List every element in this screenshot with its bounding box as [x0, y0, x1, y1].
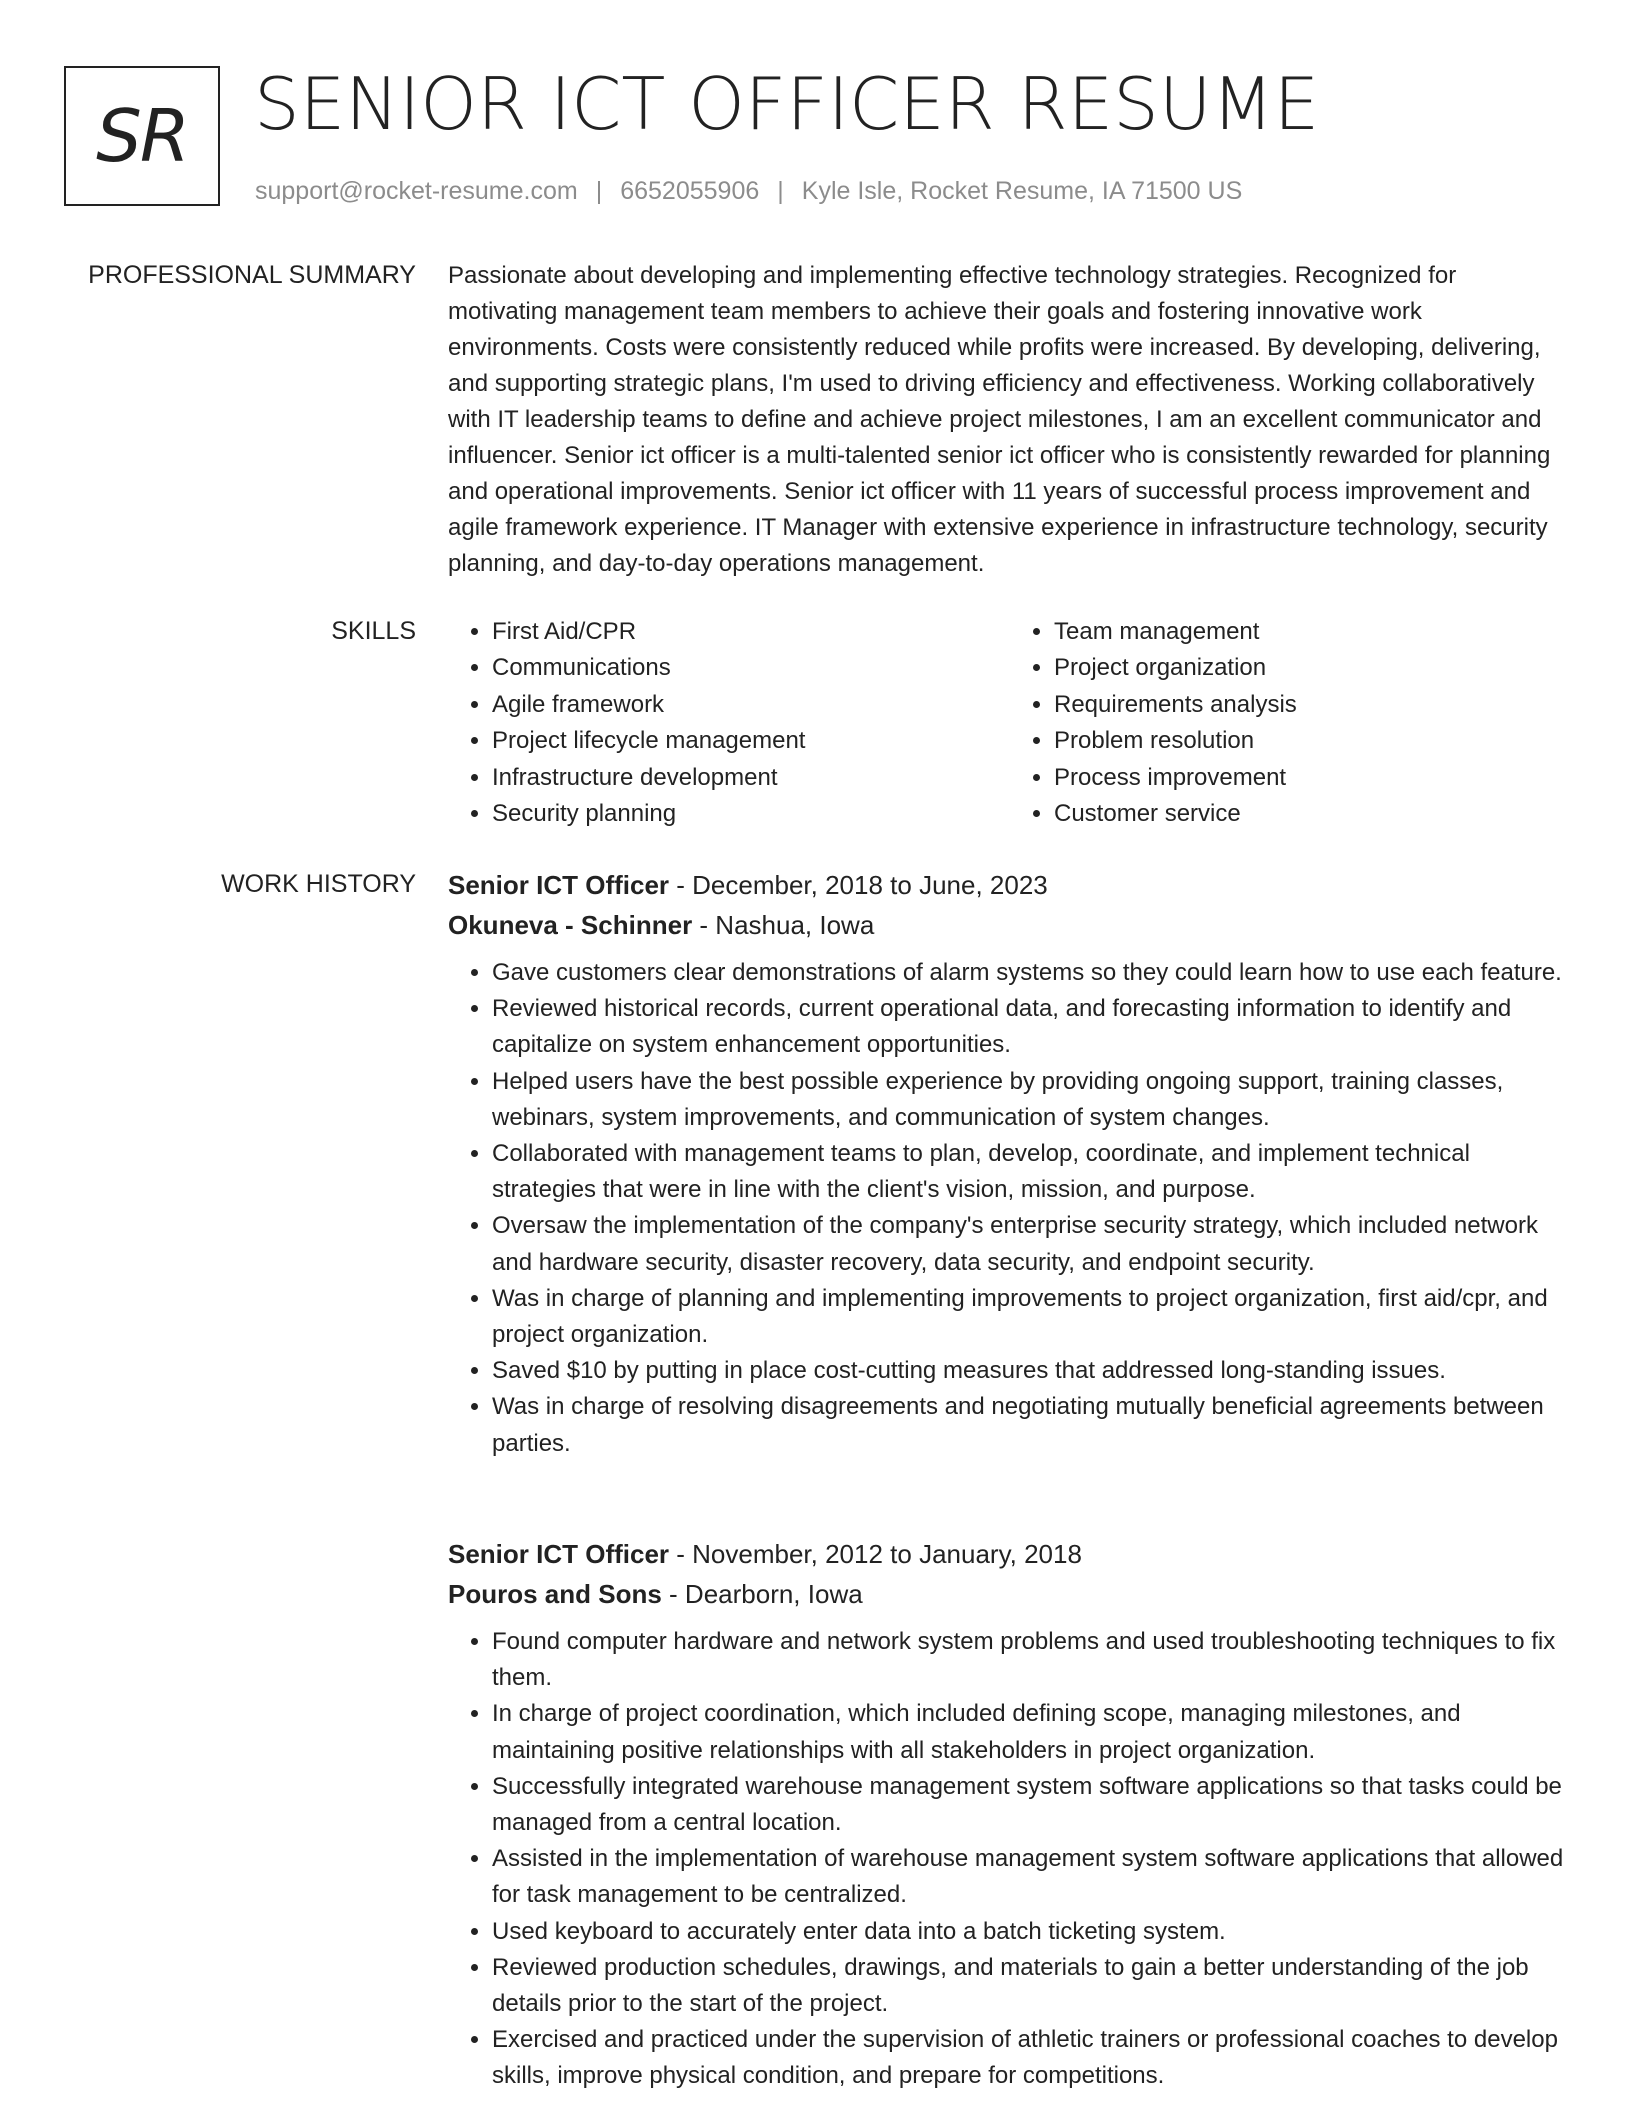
job-title-line [448, 1534, 1572, 1574]
job-bullet: • Successfully integrated warehouse management system software applications so that tasks could be managed from a central location. [492, 1769, 1572, 1841]
skills-list-left [448, 614, 1010, 832]
monogram-initials: SR [96, 94, 188, 178]
job-bullets [448, 955, 1572, 1462]
contact-separator: | [595, 177, 603, 205]
job-title-line [448, 865, 1572, 905]
job-bullet: • Helped users have the best possible experience by providing ongoing support, training classes, webinars, system improvements, and communication of system changes. [492, 1064, 1572, 1136]
job-entry [448, 1534, 1572, 2095]
job-bullet: • Used keyboard to accurately enter data into a batch ticketing system. [492, 1914, 1572, 1950]
contact-line [255, 174, 1242, 208]
skills-columns [448, 614, 1572, 832]
section-label-work-history: WORK HISTORY [221, 870, 416, 898]
skill-item: • Agile framework [492, 687, 1010, 723]
job-dates: - November, 2012 to January, 2018 [669, 1539, 1082, 1569]
skill-item: • Infrastructure development [492, 760, 1010, 796]
skill-item: • Project lifecycle management [492, 723, 1010, 759]
job-bullet: • In charge of project coordination, which included defining scope, managing milestones, and maintaining positive relationships with all stakeholders in project organization. [492, 1696, 1572, 1768]
summary-section [448, 258, 1572, 582]
skill-item: • Requirements analysis [1054, 687, 1572, 723]
section-label-summary: PROFESSIONAL SUMMARY [88, 261, 416, 289]
job-bullet: • Was in charge of planning and implementing improvements to project organization, first aid/cpr, and project organization. [492, 1281, 1572, 1353]
job-company: Okuneva - Schinner [448, 910, 693, 940]
job-bullet: • Was in charge of resolving disagreements and negotiating mutually beneficial agreements between parties. [492, 1389, 1572, 1461]
skill-item: • Customer service [1054, 796, 1572, 832]
job-bullet: • Saved $10 by putting in place cost-cutting measures that addressed long-standing issues. [492, 1353, 1572, 1389]
skills-section [448, 614, 1572, 832]
job-location: - Dearborn, Iowa [661, 1579, 863, 1609]
job-bullet: • Exercised and practiced under the supervision of athletic trainers or professional coaches to develop skills, improve physical condition, and prepare for competitions. [492, 2022, 1572, 2094]
job-title: Senior ICT Officer [448, 870, 670, 900]
job-bullet: • Collaborated with management teams to plan, develop, coordinate, and implement technical strategies that were in line with the client's vision, mission, and purpose. [492, 1136, 1572, 1208]
skill-item: • Team management [1054, 614, 1572, 650]
job-bullet: • Assisted in the implementation of warehouse management system software applications that allowed for task management to be centralized. [492, 1841, 1572, 1913]
job-company-line [448, 1574, 1572, 1614]
job-bullet: • Oversaw the implementation of the company's enterprise security strategy, which included network and hardware security, disaster recovery, data security, and endpoint security. [492, 1208, 1572, 1280]
job-title: Senior ICT Officer [448, 1539, 670, 1569]
job-bullet: • Reviewed historical records, current operational data, and forecasting information to identify and capitalize on system enhancement opportunities. [492, 991, 1572, 1063]
section-label-skills: SKILLS [331, 617, 416, 645]
job-company-line [448, 905, 1572, 945]
job-entry [448, 865, 1572, 1462]
monogram-box [64, 66, 220, 206]
job-bullet: • Gave customers clear demonstrations of alarm systems so they could learn how to use each feature. [492, 955, 1572, 991]
job-bullets [448, 1624, 1572, 2095]
skill-item: • Process improvement [1054, 760, 1572, 796]
skill-item: • Security planning [492, 796, 1010, 832]
contact-address: Kyle Isle, Rocket Resume, IA 71500 US [801, 177, 1243, 205]
page-title: SENIOR ICT OFFICER RESUME [254, 62, 1320, 146]
job-location: - Nashua, Iowa [692, 910, 875, 940]
skills-list-right [1010, 614, 1572, 832]
summary-text: Passionate about developing and implementing effective technology strategies. Recognized for motivating management team members to achieve their goals and fostering innovative work environments. Costs were consistently reduced while profits were increased. By developing, delivering, and supporting strategic plans, I'm used to driving efficiency and effectiveness. Working collaboratively with IT leadership teams to define and achieve project milestones, I am an excellent communicator and influencer. Senior ict officer is a multi-talented senior ict officer who is consistently rewarded for planning and operational improvements. Senior ict officer with 11 years of successful process improvement and agile framework experience. IT Manager with extensive experience in infrastructure technology, security planning, and day-to-day operations management. [448, 262, 1551, 577]
job-bullet: • Found computer hardware and network system problems and used troubleshooting techniques to fix them. [492, 1624, 1572, 1696]
contact-email: support@rocket-resume.com [255, 177, 578, 205]
job-dates: - December, 2018 to June, 2023 [669, 870, 1048, 900]
contact-separator: | [777, 177, 784, 205]
skill-item: • Communications [492, 650, 1010, 686]
contact-phone: 6652055906 [620, 177, 760, 205]
skill-item: • Project organization [1054, 650, 1572, 686]
job-company: Pouros and Sons [448, 1579, 662, 1609]
skill-item: • First Aid/CPR [492, 614, 1010, 650]
skill-item: • Problem resolution [1054, 723, 1572, 759]
job-bullet: • Reviewed production schedules, drawings, and materials to gain a better understanding of the job details prior to the start of the project. [492, 1950, 1572, 2022]
